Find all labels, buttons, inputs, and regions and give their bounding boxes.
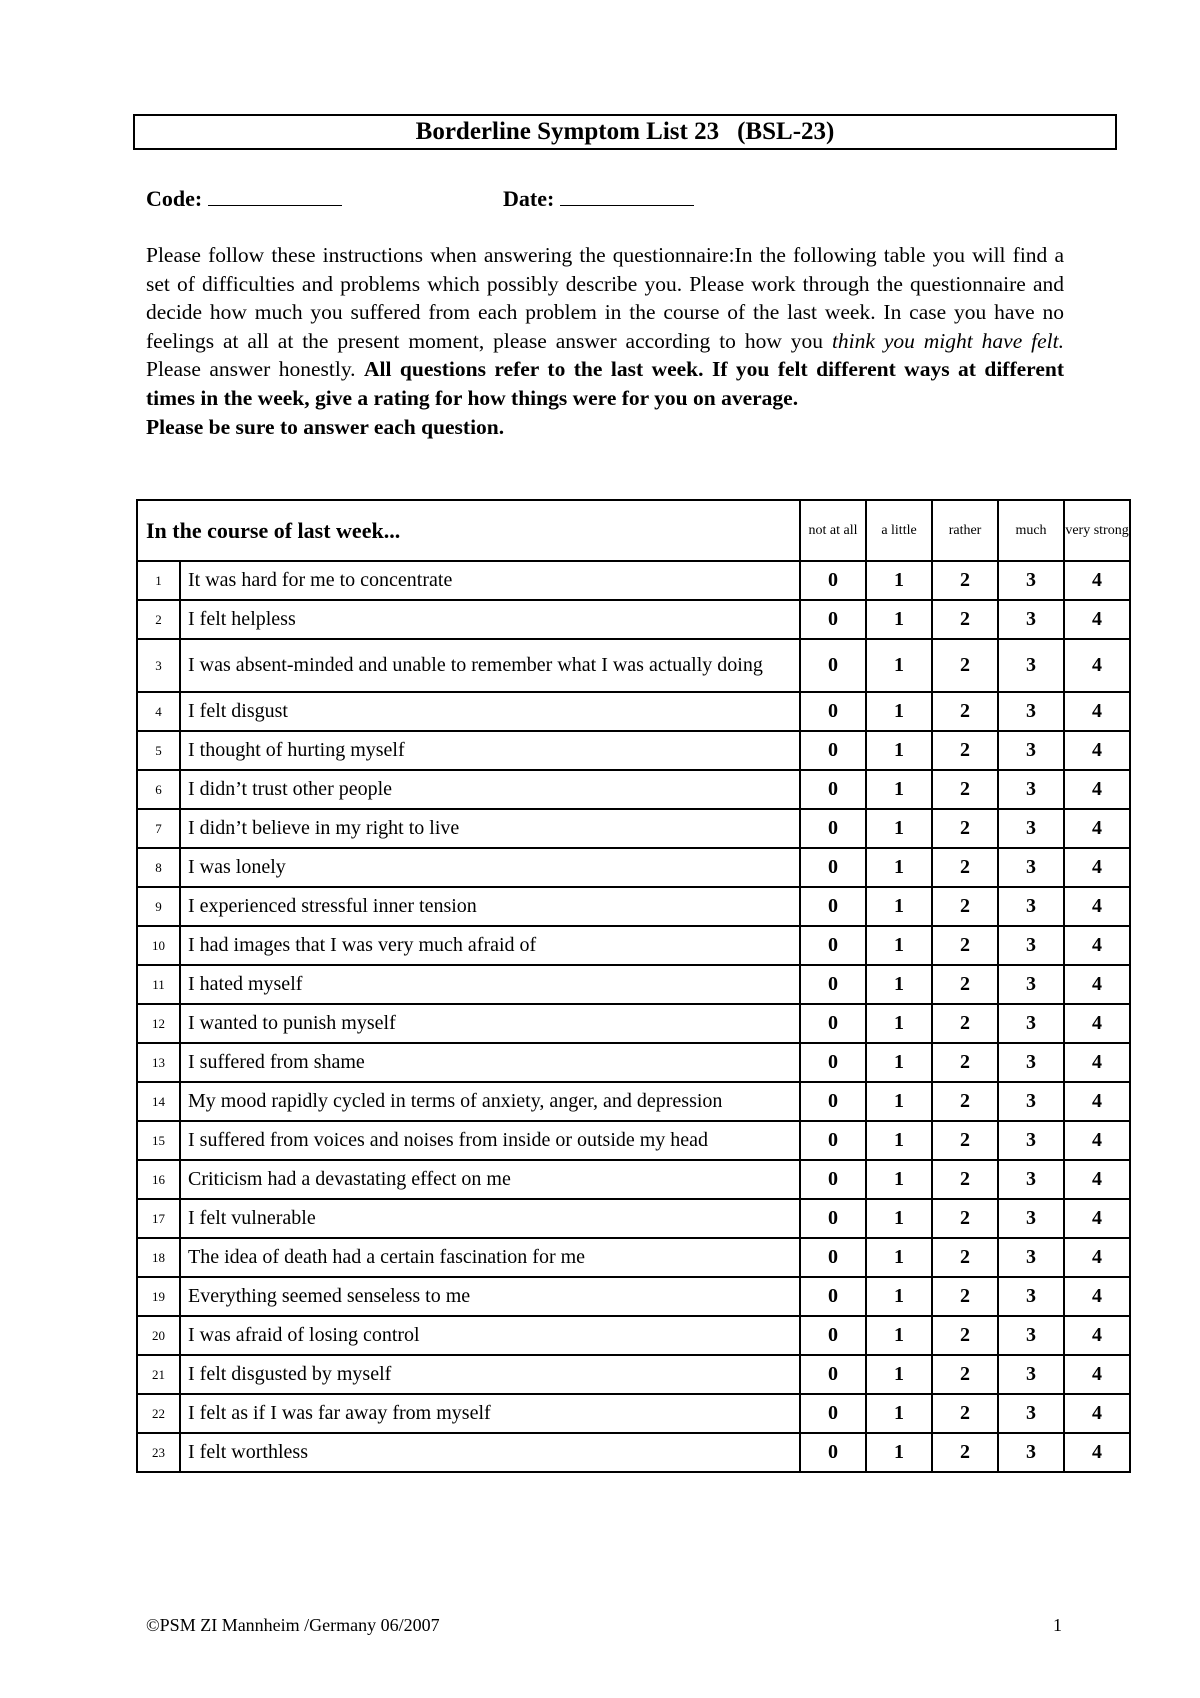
score-option-1[interactable]: 1 <box>866 600 932 639</box>
score-option-2[interactable]: 2 <box>932 809 998 848</box>
score-option-0[interactable]: 0 <box>800 1277 866 1316</box>
item-text: Criticism had a devastating effect on me <box>180 1160 800 1199</box>
item-number: 17 <box>137 1199 180 1238</box>
item-text: I hated myself <box>180 965 800 1004</box>
table-row <box>137 1355 1130 1394</box>
score-option-2[interactable]: 2 <box>932 561 998 600</box>
score-option-4[interactable]: 4 <box>1064 600 1130 639</box>
score-option-1[interactable]: 1 <box>866 1433 932 1472</box>
date-blank-line[interactable] <box>560 187 694 206</box>
item-text: My mood rapidly cycled in terms of anxiety, anger, and depression <box>180 1082 800 1121</box>
score-option-0[interactable]: 0 <box>800 770 866 809</box>
table-row <box>137 1160 1130 1199</box>
instructions-reminder: Please be sure to answer each question. <box>146 414 505 439</box>
table-row <box>137 887 1130 926</box>
score-option-0[interactable]: 0 <box>800 561 866 600</box>
score-option-2[interactable]: 2 <box>932 965 998 1004</box>
score-option-4[interactable]: 4 <box>1064 1160 1130 1199</box>
score-option-4[interactable]: 4 <box>1064 1433 1130 1472</box>
score-option-3[interactable]: 3 <box>998 600 1064 639</box>
score-option-0[interactable]: 0 <box>800 1199 866 1238</box>
instructions <box>146 241 1064 441</box>
scale-header: not at all <box>800 500 866 561</box>
score-option-2[interactable]: 2 <box>932 848 998 887</box>
table-row <box>137 848 1130 887</box>
item-number: 6 <box>137 770 180 809</box>
score-option-0[interactable]: 0 <box>800 1238 866 1277</box>
table-row <box>137 1238 1130 1277</box>
score-option-3[interactable]: 3 <box>998 1121 1064 1160</box>
table-row <box>137 692 1130 731</box>
code-blank-line[interactable] <box>208 187 342 206</box>
item-text: I was afraid of losing control <box>180 1316 800 1355</box>
item-text: I didn’t trust other people <box>180 770 800 809</box>
title-box <box>133 114 1117 150</box>
score-option-4[interactable]: 4 <box>1064 965 1130 1004</box>
item-number: 13 <box>137 1043 180 1082</box>
item-text: I felt worthless <box>180 1433 800 1472</box>
items-body <box>137 561 1130 1472</box>
item-number: 14 <box>137 1082 180 1121</box>
score-option-0[interactable]: 0 <box>800 1004 866 1043</box>
score-option-1[interactable]: 1 <box>866 809 932 848</box>
item-number: 3 <box>137 639 180 692</box>
item-text: I thought of hurting myself <box>180 731 800 770</box>
score-option-3[interactable]: 3 <box>998 1160 1064 1199</box>
score-option-2[interactable]: 2 <box>932 1004 998 1043</box>
item-text: I wanted to punish myself <box>180 1004 800 1043</box>
score-option-0[interactable]: 0 <box>800 731 866 770</box>
score-option-4[interactable]: 4 <box>1064 561 1130 600</box>
table-header-row <box>137 500 1130 561</box>
item-number: 19 <box>137 1277 180 1316</box>
score-option-1[interactable]: 1 <box>866 731 932 770</box>
score-option-0[interactable]: 0 <box>800 1121 866 1160</box>
code-field[interactable] <box>146 186 342 212</box>
item-text: I didn’t believe in my right to live <box>180 809 800 848</box>
score-option-1[interactable]: 1 <box>866 1316 932 1355</box>
score-option-4[interactable]: 4 <box>1064 1004 1130 1043</box>
item-number: 15 <box>137 1121 180 1160</box>
score-option-0[interactable]: 0 <box>800 1082 866 1121</box>
score-option-2[interactable]: 2 <box>932 1160 998 1199</box>
score-option-2[interactable]: 2 <box>932 1316 998 1355</box>
item-number: 21 <box>137 1355 180 1394</box>
table-row <box>137 1433 1130 1472</box>
score-option-4[interactable]: 4 <box>1064 639 1130 692</box>
table-row <box>137 600 1130 639</box>
score-option-2[interactable]: 2 <box>932 1043 998 1082</box>
table-row <box>137 731 1130 770</box>
score-option-4[interactable]: 4 <box>1064 1277 1130 1316</box>
score-option-3[interactable]: 3 <box>998 887 1064 926</box>
score-option-0[interactable]: 0 <box>800 848 866 887</box>
item-number: 11 <box>137 965 180 1004</box>
score-option-1[interactable]: 1 <box>866 965 932 1004</box>
table-row <box>137 1199 1130 1238</box>
score-option-3[interactable]: 3 <box>998 1277 1064 1316</box>
score-option-2[interactable]: 2 <box>932 600 998 639</box>
scale-header: a little <box>866 500 932 561</box>
score-option-0[interactable]: 0 <box>800 926 866 965</box>
score-option-0[interactable]: 0 <box>800 887 866 926</box>
score-option-2[interactable]: 2 <box>932 1199 998 1238</box>
item-number: 10 <box>137 926 180 965</box>
score-option-2[interactable]: 2 <box>932 1238 998 1277</box>
table-row <box>137 1082 1130 1121</box>
item-number: 23 <box>137 1433 180 1472</box>
table-row <box>137 1394 1130 1433</box>
score-option-1[interactable]: 1 <box>866 1277 932 1316</box>
score-option-3[interactable]: 3 <box>998 809 1064 848</box>
score-option-0[interactable]: 0 <box>800 639 866 692</box>
table-row <box>137 1121 1130 1160</box>
score-option-3[interactable]: 3 <box>998 1004 1064 1043</box>
score-option-0[interactable]: 0 <box>800 600 866 639</box>
item-text: Everything seemed senseless to me <box>180 1277 800 1316</box>
item-text: I suffered from voices and noises from inside or outside my head <box>180 1121 800 1160</box>
score-option-2[interactable]: 2 <box>932 1355 998 1394</box>
score-option-3[interactable]: 3 <box>998 731 1064 770</box>
score-option-1[interactable]: 1 <box>866 1004 932 1043</box>
score-option-0[interactable]: 0 <box>800 1394 866 1433</box>
item-text: I felt as if I was far away from myself <box>180 1394 800 1433</box>
score-option-3[interactable]: 3 <box>998 1355 1064 1394</box>
item-number: 8 <box>137 848 180 887</box>
score-option-2[interactable]: 2 <box>932 926 998 965</box>
score-option-4[interactable]: 4 <box>1064 1199 1130 1238</box>
score-option-2[interactable]: 2 <box>932 692 998 731</box>
score-option-3[interactable]: 3 <box>998 1394 1064 1433</box>
score-option-2[interactable]: 2 <box>932 1121 998 1160</box>
score-option-1[interactable]: 1 <box>866 639 932 692</box>
code-label: Code: <box>146 186 203 211</box>
score-option-2[interactable]: 2 <box>932 639 998 692</box>
score-option-2[interactable]: 2 <box>932 1082 998 1121</box>
item-number: 1 <box>137 561 180 600</box>
score-option-4[interactable]: 4 <box>1064 1394 1130 1433</box>
item-text: I felt helpless <box>180 600 800 639</box>
score-option-1[interactable]: 1 <box>866 887 932 926</box>
item-text: It was hard for me to concentrate <box>180 561 800 600</box>
score-option-3[interactable]: 3 <box>998 1433 1064 1472</box>
item-text: I felt vulnerable <box>180 1199 800 1238</box>
score-option-4[interactable]: 4 <box>1064 1121 1130 1160</box>
score-option-3[interactable]: 3 <box>998 561 1064 600</box>
score-option-3[interactable]: 3 <box>998 848 1064 887</box>
item-number: 4 <box>137 692 180 731</box>
score-option-0[interactable]: 0 <box>800 965 866 1004</box>
table-row <box>137 1316 1130 1355</box>
item-number: 9 <box>137 887 180 926</box>
score-option-1[interactable]: 1 <box>866 692 932 731</box>
item-number: 7 <box>137 809 180 848</box>
item-text: I was absent-minded and unable to remember what I was actually doing <box>180 639 800 692</box>
score-option-4[interactable]: 4 <box>1064 809 1130 848</box>
item-text: I had images that I was very much afraid of <box>180 926 800 965</box>
score-option-4[interactable]: 4 <box>1064 1238 1130 1277</box>
question-header: In the course of last week... <box>137 500 800 561</box>
instructions-text: Please follow these instructions when answering the questionnaire:In the following table you will find a set of difficulties and problems which possibly describe you. Please work through the questionnaire and decide how much you suffered from each problem in the course of the last week. In case you have no feelings at all at the present moment, please answer according to how you <box>146 243 1064 353</box>
item-number: 16 <box>137 1160 180 1199</box>
score-option-1[interactable]: 1 <box>866 561 932 600</box>
score-option-4[interactable]: 4 <box>1064 731 1130 770</box>
score-option-1[interactable]: 1 <box>866 1394 932 1433</box>
score-option-4[interactable]: 4 <box>1064 1043 1130 1082</box>
score-option-2[interactable]: 2 <box>932 1433 998 1472</box>
table-row <box>137 639 1130 692</box>
score-option-3[interactable]: 3 <box>998 965 1064 1004</box>
score-option-3[interactable]: 3 <box>998 770 1064 809</box>
score-option-1[interactable]: 1 <box>866 1043 932 1082</box>
score-option-3[interactable]: 3 <box>998 1043 1064 1082</box>
footer-copyright: ©PSM ZI Mannheim /Germany 06/2007 <box>146 1615 440 1635</box>
score-option-3[interactable]: 3 <box>998 1199 1064 1238</box>
table-row <box>137 965 1130 1004</box>
item-text: I felt disgust <box>180 692 800 731</box>
score-option-0[interactable]: 0 <box>800 809 866 848</box>
score-option-2[interactable]: 2 <box>932 731 998 770</box>
item-number: 22 <box>137 1394 180 1433</box>
score-option-4[interactable]: 4 <box>1064 1355 1130 1394</box>
scale-header: much <box>998 500 1064 561</box>
score-option-1[interactable]: 1 <box>866 1355 932 1394</box>
instructions-text-2: Please answer honestly. <box>146 357 364 382</box>
item-text: I was lonely <box>180 848 800 887</box>
score-option-3[interactable]: 3 <box>998 1316 1064 1355</box>
score-option-1[interactable]: 1 <box>866 926 932 965</box>
scale-header: very strong <box>1064 500 1130 561</box>
score-option-3[interactable]: 3 <box>998 1238 1064 1277</box>
score-option-2[interactable]: 2 <box>932 1394 998 1433</box>
score-option-2[interactable]: 2 <box>932 1277 998 1316</box>
score-option-1[interactable]: 1 <box>866 1121 932 1160</box>
table-row <box>137 770 1130 809</box>
score-option-4[interactable]: 4 <box>1064 926 1130 965</box>
item-text: The idea of death had a certain fascination for me <box>180 1238 800 1277</box>
item-text: I experienced stressful inner tension <box>180 887 800 926</box>
score-option-0[interactable]: 0 <box>800 1043 866 1082</box>
score-option-4[interactable]: 4 <box>1064 848 1130 887</box>
item-number: 18 <box>137 1238 180 1277</box>
item-number: 12 <box>137 1004 180 1043</box>
score-option-0[interactable]: 0 <box>800 1160 866 1199</box>
table-row <box>137 1004 1130 1043</box>
score-option-1[interactable]: 1 <box>866 1199 932 1238</box>
scale-header: rather <box>932 500 998 561</box>
score-option-1[interactable]: 1 <box>866 1082 932 1121</box>
item-text: I felt disgusted by myself <box>180 1355 800 1394</box>
score-option-4[interactable]: 4 <box>1064 887 1130 926</box>
date-label: Date: <box>503 186 555 211</box>
score-option-3[interactable]: 3 <box>998 1082 1064 1121</box>
score-option-3[interactable]: 3 <box>998 639 1064 692</box>
symptom-table <box>136 499 1131 1473</box>
score-option-1[interactable]: 1 <box>866 770 932 809</box>
date-field[interactable] <box>503 186 694 212</box>
table-row <box>137 561 1130 600</box>
score-option-0[interactable]: 0 <box>800 1433 866 1472</box>
score-option-3[interactable]: 3 <box>998 926 1064 965</box>
score-option-0[interactable]: 0 <box>800 692 866 731</box>
score-option-0[interactable]: 0 <box>800 1355 866 1394</box>
document-abbrev: (BSL-23) <box>737 118 835 145</box>
table-row <box>137 926 1130 965</box>
score-option-1[interactable]: 1 <box>866 848 932 887</box>
table-row <box>137 809 1130 848</box>
page-number: 1 <box>1053 1615 1062 1635</box>
instructions-italic: think you might have felt. <box>831 328 1064 353</box>
score-option-4[interactable]: 4 <box>1064 770 1130 809</box>
item-number: 20 <box>137 1316 180 1355</box>
document-title: Borderline Symptom List 23 <box>415 118 720 145</box>
table-row <box>137 1043 1130 1082</box>
score-option-2[interactable]: 2 <box>932 770 998 809</box>
score-option-0[interactable]: 0 <box>800 1316 866 1355</box>
score-option-4[interactable]: 4 <box>1064 692 1130 731</box>
instructions-bold: All questions refer to the last week. If you felt different ways at different times in the week, give a rating for how things were for you on average. <box>146 357 1064 410</box>
table-row <box>137 1277 1130 1316</box>
score-option-1[interactable]: 1 <box>866 1238 932 1277</box>
score-option-4[interactable]: 4 <box>1064 1316 1130 1355</box>
score-option-4[interactable]: 4 <box>1064 1082 1130 1121</box>
item-number: 5 <box>137 731 180 770</box>
score-option-3[interactable]: 3 <box>998 692 1064 731</box>
item-text: I suffered from shame <box>180 1043 800 1082</box>
item-number: 2 <box>137 600 180 639</box>
score-option-2[interactable]: 2 <box>932 887 998 926</box>
score-option-1[interactable]: 1 <box>866 1160 932 1199</box>
